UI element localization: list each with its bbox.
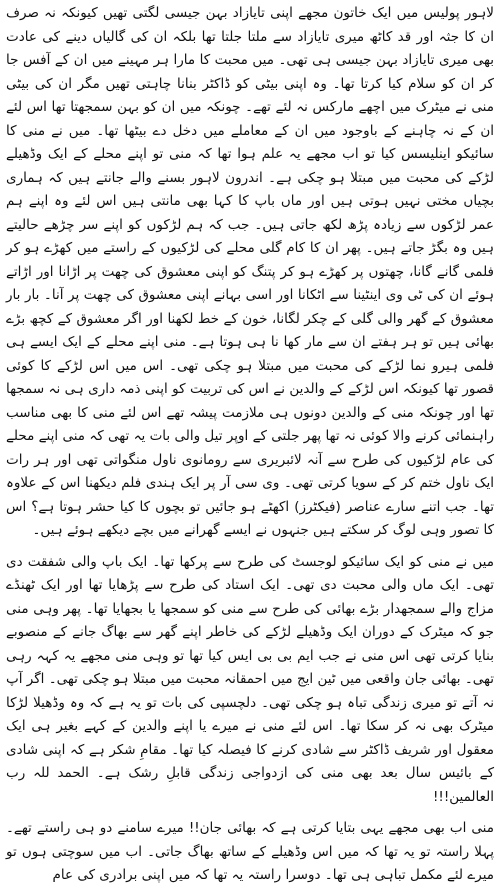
paragraph-2: میں نے منی کو ایک سائیکو لوجسٹ کی طرح سے پرکھا تھا۔ ایک باپ والی شفقت دی تھی۔ ایک ماں والی محبت دی تھی۔ ایک استاد کی طرح سے پڑھایا تھا اور ایک ٹھنڈے مزاج والے سمجھدار بڑے بھائی کی طرح سے منی کو سمجھا یا بجھایا تھا۔ پھر وہی منی جو کہ میٹرک کے دوران ایک وڈھیلے لڑکے کی خاطر اپنے گھر سے بھاگ جانے کے منصوبے بنایا کرتی تھی اس منی نے جب ایم بی بی ایس کیا تھا تو وہی منی مجھے یہ کہہ رہی تھی۔ بھائی جان واقعی میں ٹین ایج میں احمقانہ محبت میں مبتلا ہو چکی تھی۔ اگر آپ نہ آتے تو میری زندگی تباہ ہو چکی تھی۔ دلچسپی کی بات تو یہ ہے کہ وہ وڈھیلا لڑکا میٹرک بھی نہ کر سکا تھا۔ اس لئے منی نے میرے یا اپنے والدین کے کہے بغیر ہی ایک معقول اور شریف ڈاکٹر سے شادی کرنے کا فیصلہ کیا تھا۔ مقامِ شکر ہے کہ اپنی شادی کے بائیس سال بعد بھی منی کی ازدواجی زندگی قابلِ رشک ہے۔ الحمد للہ رب العالمین!!! [6, 553, 494, 805]
paragraph-1: لاہور پولیس میں ایک خاتون مجھے اپنی تایازاد بہن جیسی لگتی تھیں کیونکہ نہ صرف ان کا جثہ اور قد کاٹھ میری تایازاد سے ملتا جلتا تھا بلکہ ان کی گالیاں دینے کی عادت بھی میری تایازاد بہن جیسی ہی تھی۔ میں محبت کا مارا ہر مہینے میں ان کے آفس جا کر ان کو سلام کیا کرتا تھا۔ وہ اپنی بیٹی کو ڈاکٹر بنانا چاہتی تھیں مگر ان کی بیٹی منی نے میٹرک میں اچھے مارکس نہ لئے تھے۔ چونکہ میں ان کو بہن سمجھتا تھا اس لئے ان کے نہ چاہنے کے باوجود میں ان کے معاملے میں دخل دے بیٹھا تھا۔ میں نے منی کا سائیکو اینلیسس کیا تو اب مجھے یہ علم ہوا تھا کہ منی تو اپنے محلے کے ایک وڈھیلے لڑکے کی محبت میں مبتلا ہو چکی ہے۔ اندرون لاہور بسنے والے جانتے ہیں کہ ہماری بچیاں مختی نہیں ہوتی ہیں اور ماں باپ کا کہا بھی مانتی ہیں اس لئے وہ اپنے ہم عمر لڑکوں سے زیادہ پڑھ لکھ جاتی ہیں۔ جب کہ ہم لڑکوں کو اپنے سر چڑھے حالیتے ہیں وہ بگڑ جاتے ہیں۔ پھر ان کا کام گلی محلے کی لڑکیوں کے راستے میں کھڑے ہو کر فلمی گانے گانا، چھتوں پر کھڑے ہو کر پتنگ کو اپنی معشوق کی چھت پر اڑانا اور اڑاتے ہوئے ان کی ٹی وی اینٹینا سے اٹکانا اور اسی بہانے اپنی معشوق کی چھت پر آنا۔ بار بار معشوق کے گھر والی گلی کے چکر لگانا، خون کے خط لکھنا اور اگر معشوق کے کچھ بڑے بھائی ہیں تو ہر ہفتے ان سے مار کھا نا ہی ہوتا ہے۔ منی اپنے محلے کے ایک ایسے ہی فلمی ہیرو نما لڑکے کی محبت میں مبتلا ہو چکی تھی۔ اس میں اس لڑکے کا کوئی قصور تھا کیونکہ اس لڑکے کے والدین نے اس کی تربیت کو اپنی ذمہ داری ہی نہ سمجھا تھا اور چونکہ منی کے والدین دونوں ہی ملازمت پیشہ تھے اس لئے منی کا بھی مناسب راہنمائی کرنے والا کوئی نہ تھا پھر جلتی کے اوپر تیل والی بات یہ تھی کہ منی اپنے محلے کی عام لڑکیوں کی طرح سے آنہ لائبریری سے رومانوی ناول منگواتی تھی اور ہر رات ایک ناول ختم کر کے سویا کرتی تھی۔ وی سی آر پر ایک ہندی فلم دیکھنا اس کے علاوہ تھا۔ جب اتنے سارے عناصر (فیکٹرز) اکھٹے ہو جائیں تو بچوں کا کیا حشر ہوتا ہے؟ اس کا تصور وہی لوگ کر سکتے ہیں جنہوں نے ایسے گھرانے میں بچے دیکھے ہوئے ہیں۔ [6, 5, 494, 538]
paragraph-3: منی اب بھی مجھے یہی بتایا کرتی ہے کہ بھائی جان!! میرے سامنے دو ہی راستے تھے۔ پہلا راستہ تو یہ تھا کہ میں اس وڈھیلے کے ساتھ بھاگ جاتی۔ اب میں سوچتی ہوں تو میرے لئے مکمل تباہی ہی تھا۔ دوسرا راستہ یہ تھا کہ میں اپنی برادری کی عام [6, 820, 494, 883]
